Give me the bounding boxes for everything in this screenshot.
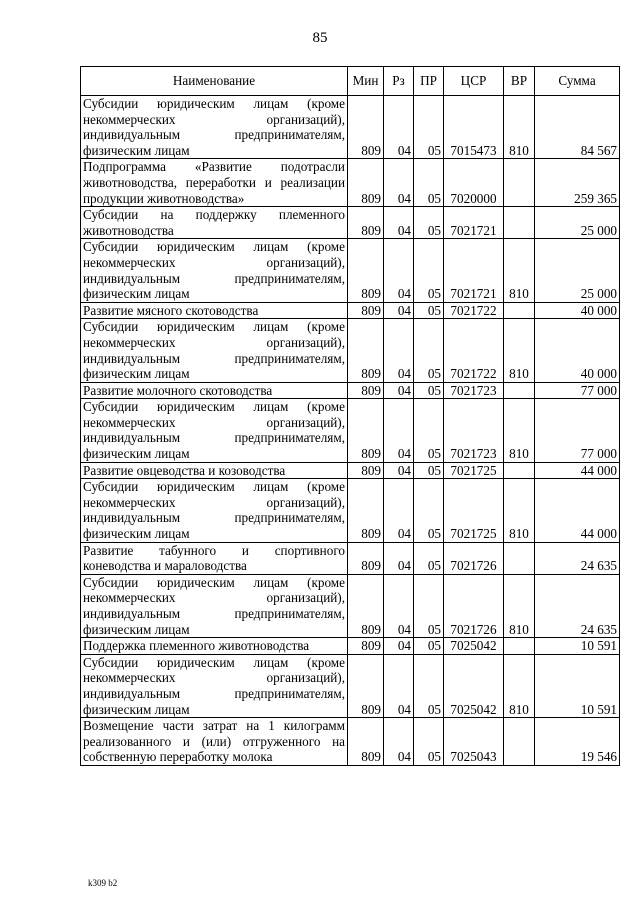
cell-sum: 25 000 xyxy=(535,207,620,239)
cell-min: 809 xyxy=(348,207,384,239)
table-row xyxy=(81,542,620,574)
cell-name: Субсидии юридическим лицам (кроме некоммерческих организаций), индивидуальным предпринимателям, физическим лицам xyxy=(81,239,348,302)
cell-pr: 05 xyxy=(414,462,444,479)
cell-rz: 04 xyxy=(384,382,414,399)
cell-vr xyxy=(504,462,535,479)
cell-name: Субсидии юридическим лицам (кроме некоммерческих организаций), индивидуальным предпринимателям, физическим лицам xyxy=(81,574,348,637)
cell-min: 809 xyxy=(348,159,384,207)
cell-vr: 810 xyxy=(504,96,535,159)
cell-rz: 04 xyxy=(384,479,414,542)
table-row xyxy=(81,239,620,302)
table-row xyxy=(81,462,620,479)
cell-pr: 05 xyxy=(414,574,444,637)
cell-name: Подпрограмма «Развитие подотрасли животноводства, переработки и реализации продукции животноводства» xyxy=(81,159,348,207)
cell-rz: 04 xyxy=(384,159,414,207)
header-name: Наименование xyxy=(81,67,348,96)
cell-csr: 7020000 xyxy=(444,159,504,207)
cell-sum: 77 000 xyxy=(535,399,620,462)
cell-pr: 05 xyxy=(414,239,444,302)
cell-min: 809 xyxy=(348,542,384,574)
cell-vr: 810 xyxy=(504,319,535,382)
cell-sum: 44 000 xyxy=(535,479,620,542)
cell-vr: 810 xyxy=(504,479,535,542)
table-body xyxy=(81,96,620,766)
cell-vr: 810 xyxy=(504,399,535,462)
table-row xyxy=(81,479,620,542)
cell-rz: 04 xyxy=(384,399,414,462)
cell-min: 809 xyxy=(348,399,384,462)
cell-csr: 7025042 xyxy=(444,654,504,717)
cell-csr: 7021725 xyxy=(444,479,504,542)
budget-table xyxy=(80,66,620,766)
cell-csr: 7021723 xyxy=(444,399,504,462)
cell-pr: 05 xyxy=(414,382,444,399)
cell-vr xyxy=(504,542,535,574)
cell-sum: 10 591 xyxy=(535,654,620,717)
page-number: 85 xyxy=(312,30,328,46)
cell-rz: 04 xyxy=(384,718,414,766)
cell-min: 809 xyxy=(348,382,384,399)
table-row xyxy=(81,207,620,239)
cell-pr: 05 xyxy=(414,638,444,655)
cell-sum: 24 635 xyxy=(535,542,620,574)
table-row xyxy=(81,654,620,717)
cell-vr xyxy=(504,382,535,399)
cell-csr: 7021722 xyxy=(444,302,504,319)
cell-sum: 77 000 xyxy=(535,382,620,399)
table-header-row xyxy=(81,67,620,96)
cell-sum: 44 000 xyxy=(535,462,620,479)
cell-vr xyxy=(504,159,535,207)
cell-rz: 04 xyxy=(384,654,414,717)
cell-pr: 05 xyxy=(414,96,444,159)
cell-sum: 10 591 xyxy=(535,638,620,655)
cell-name: Поддержка племенного животноводства xyxy=(81,638,348,655)
cell-rz: 04 xyxy=(384,542,414,574)
cell-pr: 05 xyxy=(414,718,444,766)
cell-csr: 7021726 xyxy=(444,574,504,637)
cell-name: Развитие мясного скотоводства xyxy=(81,302,348,319)
cell-csr: 7021721 xyxy=(444,207,504,239)
cell-sum: 25 000 xyxy=(535,239,620,302)
header-pr: ПР xyxy=(414,67,444,96)
cell-pr: 05 xyxy=(414,399,444,462)
table-row xyxy=(81,399,620,462)
cell-sum: 259 365 xyxy=(535,159,620,207)
cell-vr: 810 xyxy=(504,239,535,302)
cell-min: 809 xyxy=(348,479,384,542)
cell-sum: 40 000 xyxy=(535,319,620,382)
header-rz: Рз xyxy=(384,67,414,96)
header-min: Мин xyxy=(348,67,384,96)
cell-rz: 04 xyxy=(384,574,414,637)
cell-min: 809 xyxy=(348,302,384,319)
cell-pr: 05 xyxy=(414,319,444,382)
cell-name: Субсидии юридическим лицам (кроме некоммерческих организаций), индивидуальным предпринимателям, физическим лицам xyxy=(81,399,348,462)
cell-name: Возмещение части затрат на 1 килограмм реализованного и (или) отгруженного на собственную переработку молока xyxy=(81,718,348,766)
cell-vr xyxy=(504,207,535,239)
cell-pr: 05 xyxy=(414,159,444,207)
cell-pr: 05 xyxy=(414,654,444,717)
cell-pr: 05 xyxy=(414,302,444,319)
cell-csr: 7025043 xyxy=(444,718,504,766)
cell-sum: 24 635 xyxy=(535,574,620,637)
cell-sum: 40 000 xyxy=(535,302,620,319)
footer-code: k309 b2 xyxy=(88,878,118,888)
table-row xyxy=(81,319,620,382)
cell-rz: 04 xyxy=(384,319,414,382)
cell-pr: 05 xyxy=(414,207,444,239)
cell-name: Развитие молочного скотоводства xyxy=(81,382,348,399)
cell-min: 809 xyxy=(348,718,384,766)
cell-rz: 04 xyxy=(384,96,414,159)
cell-vr: 810 xyxy=(504,654,535,717)
cell-pr: 05 xyxy=(414,479,444,542)
cell-name: Развитие овцеводства и козоводства xyxy=(81,462,348,479)
table-row xyxy=(81,302,620,319)
cell-min: 809 xyxy=(348,654,384,717)
cell-csr: 7021726 xyxy=(444,542,504,574)
header-vr: ВР xyxy=(504,67,535,96)
cell-csr: 7021721 xyxy=(444,239,504,302)
cell-name: Субсидии юридическим лицам (кроме некоммерческих организаций), индивидуальным предпринимателям, физическим лицам xyxy=(81,96,348,159)
cell-csr: 7025042 xyxy=(444,638,504,655)
cell-vr: 810 xyxy=(504,574,535,637)
cell-csr: 7021725 xyxy=(444,462,504,479)
table-row xyxy=(81,159,620,207)
cell-name: Субсидии юридическим лицам (кроме некоммерческих организаций), индивидуальным предпринимателям, физическим лицам xyxy=(81,319,348,382)
cell-pr: 05 xyxy=(414,542,444,574)
table-row xyxy=(81,96,620,159)
cell-sum: 19 546 xyxy=(535,718,620,766)
table-row xyxy=(81,574,620,637)
cell-min: 809 xyxy=(348,462,384,479)
table-row xyxy=(81,718,620,766)
cell-min: 809 xyxy=(348,239,384,302)
cell-name: Субсидии на поддержку племенного животноводства xyxy=(81,207,348,239)
header-sum: Сумма xyxy=(535,67,620,96)
cell-name: Субсидии юридическим лицам (кроме некоммерческих организаций), индивидуальным предпринимателям, физическим лицам xyxy=(81,479,348,542)
cell-csr: 7015473 xyxy=(444,96,504,159)
cell-csr: 7021722 xyxy=(444,319,504,382)
header-csr: ЦСР xyxy=(444,67,504,96)
cell-min: 809 xyxy=(348,319,384,382)
table-row xyxy=(81,382,620,399)
cell-vr xyxy=(504,302,535,319)
cell-min: 809 xyxy=(348,96,384,159)
cell-rz: 04 xyxy=(384,462,414,479)
cell-rz: 04 xyxy=(384,638,414,655)
cell-min: 809 xyxy=(348,638,384,655)
cell-vr xyxy=(504,638,535,655)
table-row xyxy=(81,638,620,655)
cell-csr: 7021723 xyxy=(444,382,504,399)
cell-rz: 04 xyxy=(384,207,414,239)
cell-rz: 04 xyxy=(384,302,414,319)
cell-name: Развитие табунного и спортивного коневодства и мараловодства xyxy=(81,542,348,574)
cell-vr xyxy=(504,718,535,766)
cell-name: Субсидии юридическим лицам (кроме некоммерческих организаций), индивидуальным предпринимателям, физическим лицам xyxy=(81,654,348,717)
cell-rz: 04 xyxy=(384,239,414,302)
cell-sum: 84 567 xyxy=(535,96,620,159)
cell-min: 809 xyxy=(348,574,384,637)
